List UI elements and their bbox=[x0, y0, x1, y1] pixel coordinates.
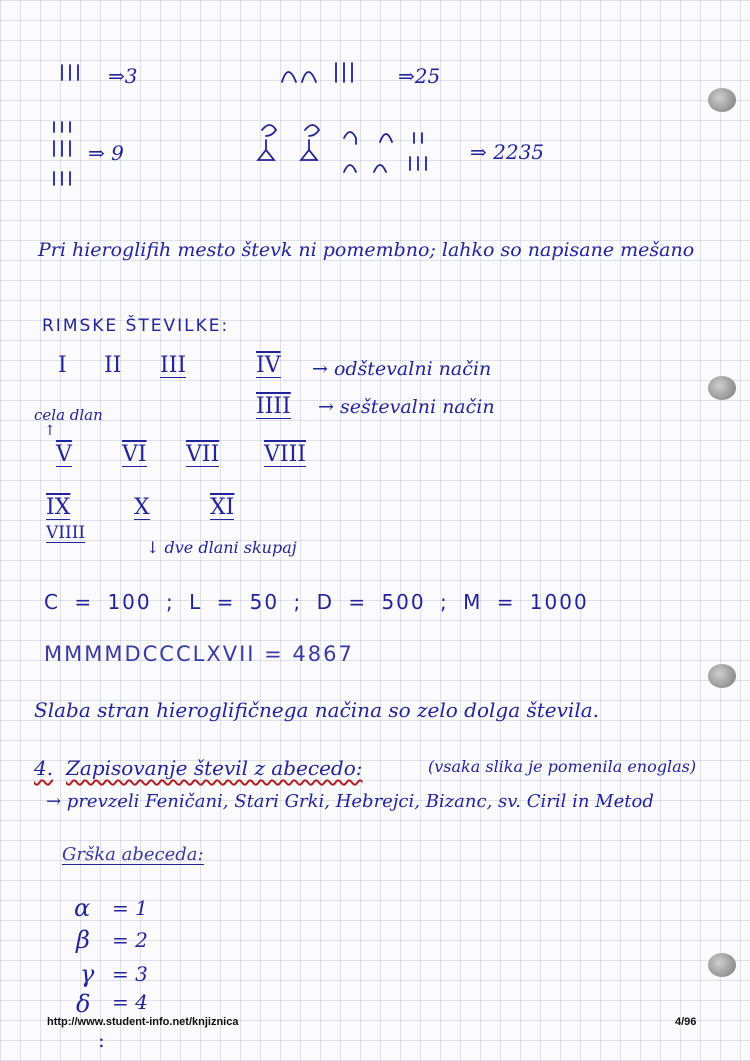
roman-ii: II bbox=[104, 353, 122, 378]
subtract-label: → odštevalni način bbox=[312, 358, 492, 380]
roman-iii: III bbox=[160, 353, 187, 378]
punch-hole bbox=[708, 953, 736, 977]
roman-i: I bbox=[58, 353, 67, 378]
roman-title: RIMSKE ŠTEVILKE: bbox=[42, 316, 230, 336]
greek-alpha: α bbox=[74, 894, 91, 922]
two-hands-label: ↓ dve dlani skupaj bbox=[146, 538, 297, 557]
roman-xi: $\overline{XI}$ bbox=[210, 495, 235, 520]
continuation-colon: : bbox=[98, 1028, 105, 1052]
add-label: → seštevalni način bbox=[318, 396, 495, 418]
punch-hole bbox=[708, 664, 736, 688]
tally-result-25: ⇒25 bbox=[398, 64, 441, 88]
roman-ix: $\overline{IX}$ bbox=[46, 495, 71, 520]
greek-beta-value: = 2 bbox=[112, 928, 148, 952]
tally-result-9: ⇒ 9 bbox=[88, 141, 124, 165]
weakness-note: Slaba stran hieroglifičnega načina so zelo dolga števila. bbox=[34, 698, 600, 722]
tally-result-2235: ⇒ 2235 bbox=[470, 140, 545, 164]
footer-page-number: 4/96 bbox=[675, 1016, 697, 1028]
greek-delta-value: = 4 bbox=[112, 990, 148, 1014]
roman-iv: $\overline{IV}$ bbox=[256, 353, 281, 378]
greek-gamma-value: = 3 bbox=[112, 962, 148, 986]
roman-vii: $\overline{VII}$ bbox=[186, 442, 220, 467]
cela-dlan-label: cela dlan bbox=[34, 406, 103, 424]
roman-viii: VIII bbox=[264, 442, 306, 467]
section-number: 4. bbox=[34, 756, 54, 780]
roman-iiii: IIII bbox=[256, 394, 291, 419]
roman-vi: $\overline{VI}$ bbox=[122, 442, 147, 467]
section-note: (vsaka slika je pomenila enoglas) bbox=[428, 757, 697, 776]
greek-alpha-value: = 1 bbox=[112, 896, 148, 920]
roman-viiii: VIIII bbox=[46, 523, 86, 543]
punch-hole bbox=[708, 376, 736, 400]
greek-beta: β bbox=[76, 926, 90, 954]
roman-x: X bbox=[134, 495, 150, 520]
tally-result-3: ⇒3 bbox=[108, 64, 138, 88]
adopters-line: → prevzeli Feničani, Stari Grki, Hebrejci, Bizanc, sv. Ciril in Metod bbox=[46, 791, 654, 812]
roman-v: $\overline{V}$ bbox=[56, 442, 72, 467]
up-arrow: ↑ bbox=[44, 423, 56, 439]
greek-gamma: γ bbox=[80, 960, 95, 988]
roman-example: MMMMDCCCLXVII = 4867 bbox=[44, 642, 354, 666]
greek-title: Grška abeceda: bbox=[62, 844, 204, 865]
footer-url[interactable]: http://www.student-info.net/knjiznica bbox=[47, 1016, 239, 1028]
greek-delta: δ bbox=[76, 990, 91, 1018]
hieroglyph-note: Pri hieroglifih mesto števk ni pomembno; lahko so napisane mešano bbox=[38, 239, 695, 261]
roman-values: C = 100 ; L = 50 ; D = 500 ; M = 1000 bbox=[44, 590, 589, 614]
tally-strokes bbox=[0, 0, 750, 200]
section-title: Zapisovanje števil z abecedo: bbox=[66, 756, 363, 780]
